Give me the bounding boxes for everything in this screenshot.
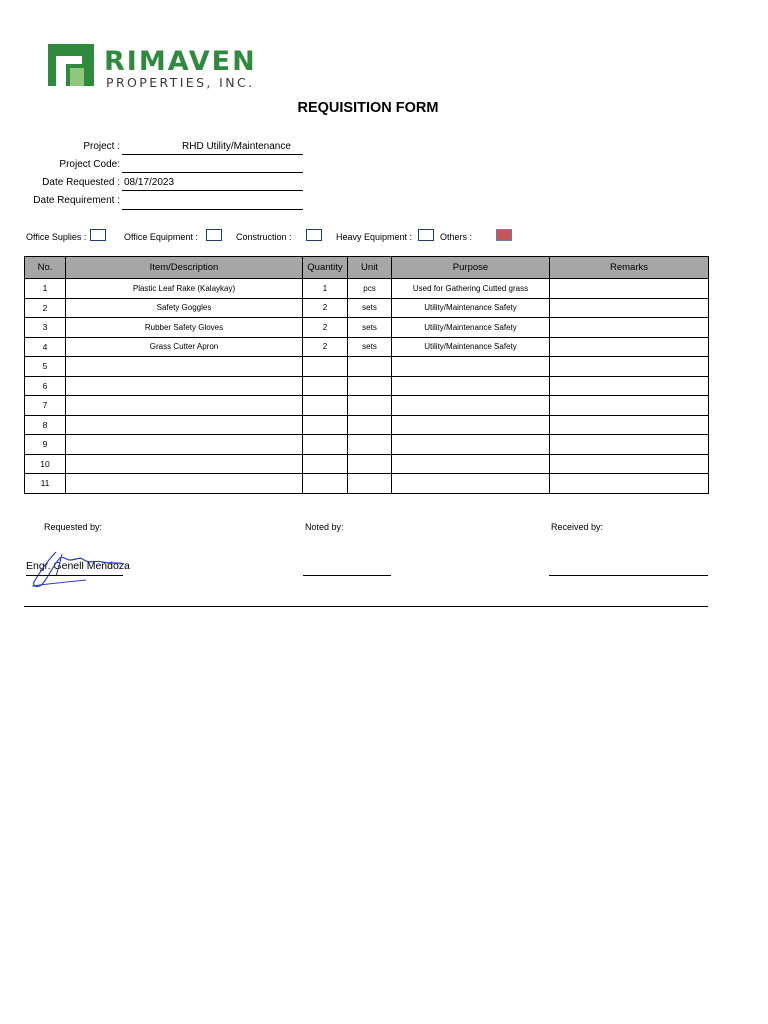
- row-unit[interactable]: [348, 415, 392, 435]
- row-unit[interactable]: sets: [348, 298, 392, 318]
- requested-by-label: Requested by:: [44, 522, 103, 532]
- table-row: [25, 357, 709, 377]
- row-purpose[interactable]: [392, 376, 550, 396]
- row-purpose[interactable]: Used for Gathering Cutted grass: [392, 279, 550, 299]
- row-quantity[interactable]: [303, 376, 348, 396]
- row-quantity[interactable]: 2: [303, 318, 348, 338]
- category-office-supplies-checkbox[interactable]: [90, 229, 106, 241]
- project-label: Project :: [83, 141, 120, 152]
- row-quantity[interactable]: [303, 435, 348, 455]
- header-remarks: Remarks: [550, 257, 709, 279]
- row-unit[interactable]: sets: [348, 337, 392, 357]
- row-no[interactable]: 5: [25, 357, 66, 377]
- row-no[interactable]: 10: [25, 454, 66, 474]
- category-heavy-equipment-label: Heavy Equipment :: [336, 232, 413, 242]
- company-logo: [46, 42, 276, 94]
- requester-name: Engr. Genell Mendoza: [26, 560, 130, 572]
- requisition-table: [24, 256, 709, 494]
- row-no[interactable]: 3: [25, 318, 66, 338]
- row-unit[interactable]: sets: [348, 318, 392, 338]
- row-unit[interactable]: [348, 435, 392, 455]
- row-no[interactable]: 4: [25, 337, 66, 357]
- table-row: [25, 318, 709, 338]
- row-purpose[interactable]: [392, 474, 550, 494]
- table-row: [25, 376, 709, 396]
- table-row: [25, 279, 709, 299]
- row-no[interactable]: 6: [25, 376, 66, 396]
- table-row: [25, 415, 709, 435]
- received-by-label: Received by:: [551, 522, 604, 532]
- row-no[interactable]: 9: [25, 435, 66, 455]
- logo-subtitle: PROPERTIES, INC.: [106, 75, 255, 90]
- row-remarks[interactable]: [550, 298, 709, 318]
- row-purpose[interactable]: [392, 435, 550, 455]
- table-header-row: [25, 257, 709, 279]
- date-requirement-line: [122, 209, 303, 210]
- project-code-line: [122, 172, 303, 173]
- table-row: [25, 396, 709, 416]
- header-purpose: Purpose: [392, 257, 550, 279]
- row-remarks[interactable]: [550, 454, 709, 474]
- form-title: REQUISITION FORM: [297, 100, 439, 116]
- category-office-supplies-label: Office Suplies :: [26, 232, 87, 242]
- logo-mark-icon: [46, 42, 96, 88]
- row-item-description[interactable]: [66, 357, 303, 377]
- row-purpose[interactable]: [392, 396, 550, 416]
- row-purpose[interactable]: Utility/Maintenance Safety: [392, 318, 550, 338]
- noted-by-label: Noted by:: [305, 522, 344, 532]
- row-no[interactable]: 11: [25, 474, 66, 494]
- date-requirement-label: Date Requirement :: [33, 195, 120, 206]
- row-item-description[interactable]: [66, 415, 303, 435]
- category-others-label: Others :: [440, 232, 473, 242]
- footer-divider: [24, 606, 708, 607]
- table-row: [25, 474, 709, 494]
- row-remarks[interactable]: [550, 279, 709, 299]
- date-requested-line: [122, 190, 303, 191]
- row-item-description[interactable]: [66, 474, 303, 494]
- date-requested-value[interactable]: 08/17/2023: [124, 177, 175, 188]
- row-item-description[interactable]: [66, 435, 303, 455]
- row-no[interactable]: 2: [25, 298, 66, 318]
- row-quantity[interactable]: [303, 396, 348, 416]
- row-remarks[interactable]: [550, 396, 709, 416]
- row-item-description[interactable]: Grass Cutter Apron: [66, 337, 303, 357]
- received-by-line: [549, 575, 708, 576]
- category-office-equipment-label: Office Equipment :: [124, 232, 198, 242]
- row-purpose[interactable]: Utility/Maintenance Safety: [392, 298, 550, 318]
- row-remarks[interactable]: [550, 318, 709, 338]
- row-remarks[interactable]: [550, 415, 709, 435]
- row-remarks[interactable]: [550, 376, 709, 396]
- row-remarks[interactable]: [550, 357, 709, 377]
- header-quantity: Quantity: [303, 257, 348, 279]
- row-item-description[interactable]: Rubber Safety Gloves: [66, 318, 303, 338]
- category-construction-label: Construction :: [236, 232, 292, 242]
- row-remarks[interactable]: [550, 435, 709, 455]
- row-quantity[interactable]: 1: [303, 279, 348, 299]
- handwritten-signature: [26, 546, 136, 592]
- table-row: [25, 337, 709, 357]
- category-heavy-equipment-checkbox[interactable]: [418, 229, 434, 241]
- row-unit[interactable]: [348, 454, 392, 474]
- row-item-description[interactable]: [66, 454, 303, 474]
- category-office-equipment-checkbox[interactable]: [206, 229, 222, 241]
- row-item-description[interactable]: Safety Goggles: [66, 298, 303, 318]
- table-row: [25, 298, 709, 318]
- row-no[interactable]: 8: [25, 415, 66, 435]
- project-line: [122, 154, 303, 155]
- row-no[interactable]: 7: [25, 396, 66, 416]
- table-row: [25, 454, 709, 474]
- project-code-label: Project Code:: [59, 159, 120, 170]
- row-quantity[interactable]: [303, 357, 348, 377]
- category-construction-checkbox[interactable]: [306, 229, 322, 241]
- row-quantity[interactable]: 2: [303, 337, 348, 357]
- row-quantity[interactable]: 2: [303, 298, 348, 318]
- row-item-description[interactable]: [66, 376, 303, 396]
- noted-by-line: [303, 575, 391, 576]
- row-unit[interactable]: [348, 376, 392, 396]
- row-purpose[interactable]: [392, 357, 550, 377]
- date-requested-label: Date Requested :: [42, 177, 120, 188]
- header-unit: Unit: [348, 257, 392, 279]
- table-row: [25, 435, 709, 455]
- row-no[interactable]: 1: [25, 279, 66, 299]
- project-value[interactable]: RHD Utility/Maintenance: [182, 141, 291, 152]
- row-unit[interactable]: [348, 396, 392, 416]
- row-quantity[interactable]: [303, 474, 348, 494]
- row-purpose[interactable]: [392, 454, 550, 474]
- requested-by-line: [26, 575, 123, 576]
- header-item-description: Item/Description: [66, 257, 303, 279]
- row-unit[interactable]: [348, 357, 392, 377]
- category-others-checkbox[interactable]: [496, 229, 512, 241]
- row-unit[interactable]: pcs: [348, 279, 392, 299]
- row-purpose[interactable]: [392, 415, 550, 435]
- row-item-description[interactable]: Plastic Leaf Rake (Kalaykay): [66, 279, 303, 299]
- row-unit[interactable]: [348, 474, 392, 494]
- row-quantity[interactable]: [303, 415, 348, 435]
- logo-name: RIMAVEN: [104, 46, 257, 77]
- row-remarks[interactable]: [550, 337, 709, 357]
- header-no: No.: [25, 257, 66, 279]
- row-item-description[interactable]: [66, 396, 303, 416]
- row-purpose[interactable]: Utility/Maintenance Safety: [392, 337, 550, 357]
- row-remarks[interactable]: [550, 474, 709, 494]
- row-quantity[interactable]: [303, 454, 348, 474]
